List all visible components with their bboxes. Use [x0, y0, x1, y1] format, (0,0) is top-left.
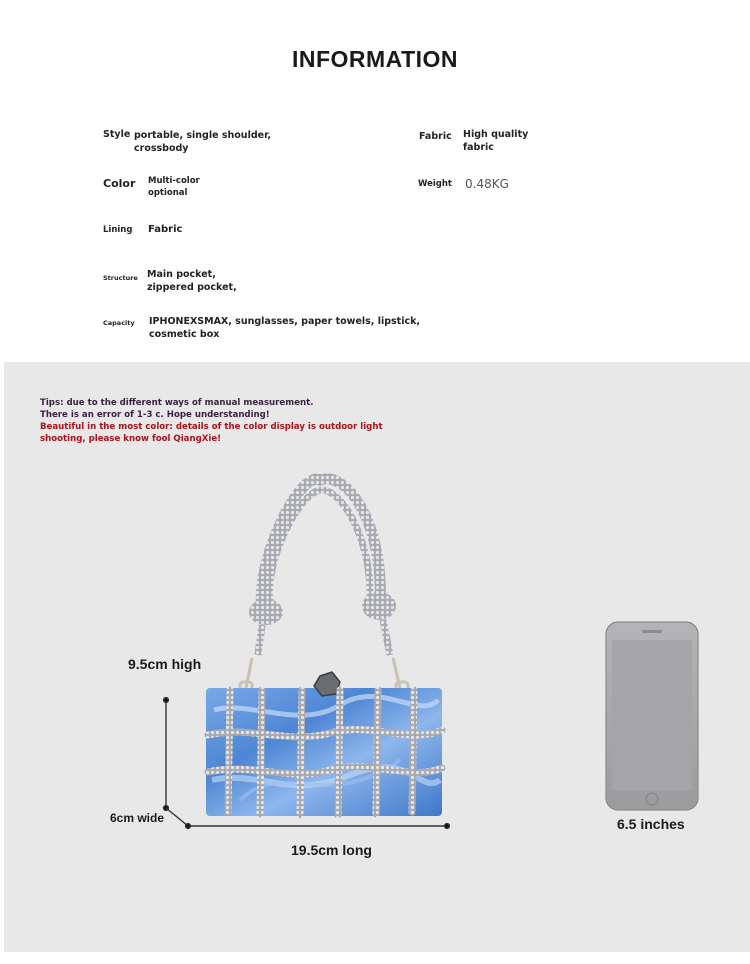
fabric-value: High quality fabric: [463, 129, 529, 153]
handle-knot-left: [249, 599, 283, 625]
tip-line-2: There is an error of 1-3 c. Hope understanding!: [40, 410, 270, 420]
style-value: portable, single shoulder, crossbody: [134, 130, 271, 154]
lining-value: Fabric: [148, 224, 183, 235]
fabric-label: Fabric: [419, 131, 452, 142]
structure-value: Main pocket, zippered pocket,: [147, 269, 237, 293]
lining-label: Lining: [103, 225, 133, 235]
capacity-label: Capacity: [103, 319, 135, 327]
weight-value: 0.48KG: [465, 177, 509, 191]
height-label: 9.5cm high: [128, 656, 202, 672]
width-label: 6cm wide: [110, 811, 165, 825]
handle-knot-right: [362, 592, 396, 620]
weight-label: Weight: [418, 179, 452, 189]
color-value: Multi-color optional: [148, 176, 200, 198]
tip-line-4: shooting, please know fool QiangXie!: [40, 434, 222, 444]
tip-line-3: Beautiful in the most color: details of the color display is outdoor light: [40, 422, 383, 432]
phone-size-label: 6.5 inches: [617, 816, 685, 832]
bag-body: [206, 672, 442, 816]
style-label: Style: [103, 129, 131, 140]
bag-handle: [249, 479, 396, 655]
page-title: INFORMATION: [291, 46, 459, 72]
structure-label: Structure: [103, 274, 138, 282]
capacity-value: IPHONEXSMAX, sunglasses, paper towels, lipstick, cosmetic box: [149, 316, 421, 340]
tip-line-1: Tips: due to the different ways of manual measurement.: [40, 398, 314, 408]
color-label: Color: [103, 177, 136, 190]
phone-icon: [606, 622, 698, 810]
length-label: 19.5cm long: [291, 842, 372, 858]
